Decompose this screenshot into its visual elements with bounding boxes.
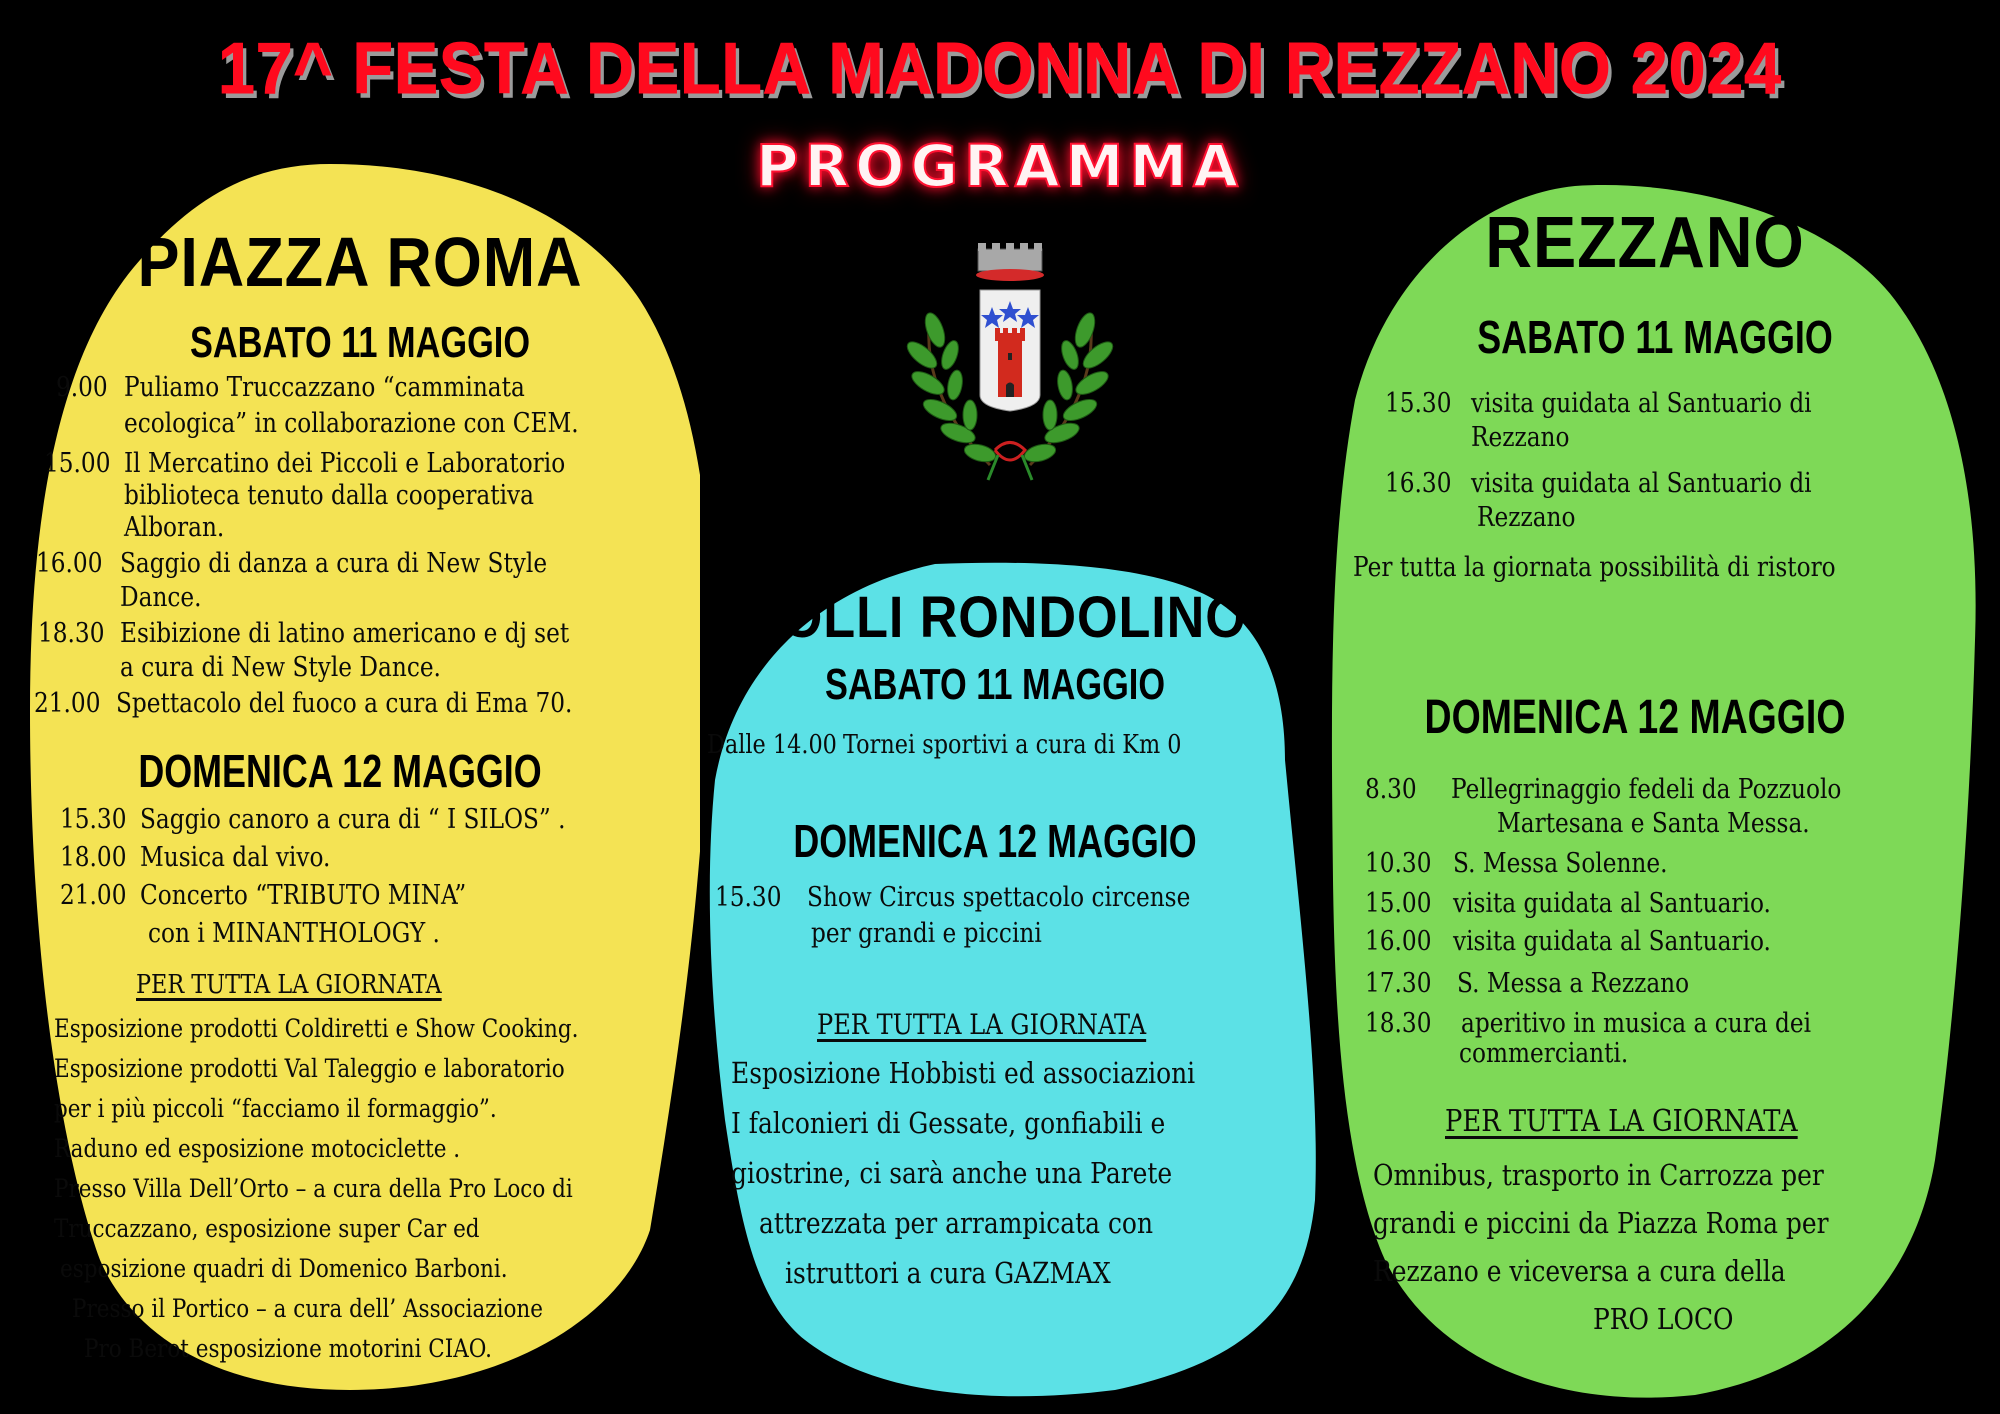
- event-text: visita guidata al Santuario di: [1471, 468, 1812, 499]
- poster-title: 17^ FESTA DELLA MADONNA DI REZZANO 2024: [218, 29, 1782, 109]
- event-time: 21.00: [34, 688, 101, 719]
- colli-rondolino-title: COLLI RONDOLINO: [743, 585, 1247, 650]
- event-text: visita guidata al Santuario di: [1471, 388, 1812, 419]
- poster-subtitle: PROGRAMMA: [756, 132, 1244, 200]
- piazza-roma-saturday-heading: SABATO 11 MAGGIO: [189, 318, 531, 367]
- rezzano-title: REZZANO: [1485, 203, 1805, 283]
- event-time: 21.00: [60, 880, 127, 911]
- all-day-line: Truccazzano, esposizione super Car ed: [54, 1214, 480, 1243]
- event-text: a cura di New Style Dance.: [120, 652, 441, 683]
- event-text: Tornei sportivi a cura di Km 0: [843, 730, 1182, 760]
- all-day-line: PRO LOCO: [1593, 1302, 1734, 1336]
- event-text: Alboran.: [124, 512, 225, 543]
- all-day-line: attrezzata per arrampicata con: [759, 1206, 1154, 1240]
- all-day-line: Esposizione prodotti Val Taleggio e laboratorio: [54, 1054, 565, 1083]
- all-day-line: Pro Berot esposizione motorini CIAO.: [84, 1334, 492, 1363]
- colli-rondolino-sunday-heading: DOMENICA 12 MAGGIO: [793, 815, 1197, 867]
- rezzano-saturday-note: Per tutta la giornata possibilità di ristoro: [1353, 552, 1836, 583]
- colli-rondolino-panel: [695, 560, 1320, 1405]
- colli-rondolino-saturday-heading: SABATO 11 MAGGIO: [824, 660, 1166, 709]
- event-text: Saggio canoro a cura di “ I SILOS” .: [140, 804, 566, 835]
- event-time: 18.30: [1365, 1008, 1432, 1039]
- event-text: con i MINANTHOLOGY .: [148, 918, 440, 949]
- event-text: S. Messa a Rezzano: [1457, 968, 1690, 999]
- event-time: 16.00: [36, 548, 103, 579]
- all-day-line: grandi e piccini da Piazza Roma per: [1373, 1206, 1829, 1240]
- piazza-roma-panel: [20, 150, 700, 1400]
- event-time: 15.00: [1365, 888, 1432, 919]
- event-text: biblioteca tenuto dalla cooperativa: [124, 480, 534, 511]
- event-time: 18.00: [60, 842, 127, 873]
- piazza-roma-sunday-heading: DOMENICA 12 MAGGIO: [138, 745, 542, 797]
- event-text: Spettacolo del fuoco a cura di Ema 70.: [116, 688, 573, 719]
- event-text: S. Messa Solenne.: [1453, 848, 1668, 879]
- all-day-line: Rezzano e viceversa a cura della: [1373, 1254, 1786, 1288]
- all-day-line: giostrine, ci sarà anche una Parete: [731, 1156, 1173, 1190]
- all-day-line: Raduno ed esposizione motociclette .: [54, 1134, 461, 1163]
- all-day-line: Omnibus, trasporto in Carrozza per: [1373, 1158, 1824, 1192]
- event-time: 18.30: [38, 618, 105, 649]
- colli-rondolino-all-day-heading: PER TUTTA LA GIORNATA: [817, 1008, 1147, 1041]
- event-text: visita guidata al Santuario.: [1453, 926, 1771, 957]
- event-time: 16.00: [1365, 926, 1432, 957]
- event-text: Il Mercatino dei Piccoli e Laboratorio: [124, 448, 566, 479]
- rezzano-saturday-heading: SABATO 11 MAGGIO: [1477, 311, 1833, 363]
- event-text: Saggio di danza a cura di New Style: [120, 548, 548, 579]
- event-time: Dalle 14.00: [707, 730, 837, 760]
- event-text: aperitivo in musica a cura dei: [1461, 1008, 1812, 1039]
- event-time: 9.00: [56, 372, 108, 403]
- event-text: Pellegrinaggio fedeli da Pozzuolo: [1451, 774, 1842, 805]
- event-text: Rezzano: [1477, 502, 1576, 533]
- event-text: Concerto “TRIBUTO MINA”: [140, 880, 467, 911]
- all-day-line: esposizione quadri di Domenico Barboni.: [60, 1254, 508, 1283]
- municipal-coat-of-arms-icon: [900, 235, 1120, 485]
- event-text: Rezzano: [1471, 422, 1570, 453]
- event-text: Martesana e Santa Messa.: [1497, 808, 1810, 839]
- all-day-line: istruttori a cura GAZMAX: [785, 1256, 1111, 1290]
- event-time: 10.30: [1365, 848, 1432, 879]
- rezzano-sunday-heading: DOMENICA 12 MAGGIO: [1424, 691, 1846, 744]
- event-text: Show Circus spettacolo circense: [807, 882, 1191, 913]
- event-text: commercianti.: [1459, 1038, 1629, 1069]
- event-time: 16.30: [1385, 468, 1452, 499]
- all-day-line: Presso Villa Dell’Orto – a cura della Pro Loco di: [54, 1174, 573, 1203]
- event-text: per grandi e piccini: [811, 918, 1042, 949]
- event-text: ecologica” in collaborazione con CEM.: [124, 408, 579, 439]
- all-day-line: Esposizione prodotti Coldiretti e Show Cooking.: [54, 1014, 579, 1043]
- event-time: 17.30: [1365, 968, 1432, 999]
- rezzano-panel: [1315, 180, 1985, 1405]
- event-time: 15.30: [715, 882, 782, 913]
- event-time: 8.30: [1365, 774, 1417, 805]
- event-time: 15.00: [44, 448, 111, 479]
- event-text: visita guidata al Santuario.: [1453, 888, 1771, 919]
- all-day-line: Esposizione Hobbisti ed associazioni: [731, 1056, 1196, 1090]
- all-day-line: per i più piccoli “facciamo il formaggio”.: [54, 1094, 497, 1123]
- event-text: Esibizione di latino americano e dj set: [120, 618, 570, 649]
- piazza-roma-title: PIAZZA ROMA: [137, 223, 583, 301]
- all-day-line: Presso il Portico – a cura dell’ Associazione: [72, 1294, 544, 1323]
- event-text: Musica dal vivo.: [140, 842, 331, 873]
- event-text: Dance.: [120, 582, 202, 613]
- piazza-roma-all-day-heading: PER TUTTA LA GIORNATA: [136, 970, 442, 1000]
- event-time: 15.30: [1385, 388, 1452, 419]
- event-text: Puliamo Truccazzano “camminata: [124, 372, 525, 403]
- all-day-line: I falconieri di Gessate, gonfiabili e: [731, 1106, 1166, 1140]
- event-time: 15.30: [60, 804, 127, 835]
- rezzano-all-day-heading: PER TUTTA LA GIORNATA: [1445, 1104, 1798, 1139]
